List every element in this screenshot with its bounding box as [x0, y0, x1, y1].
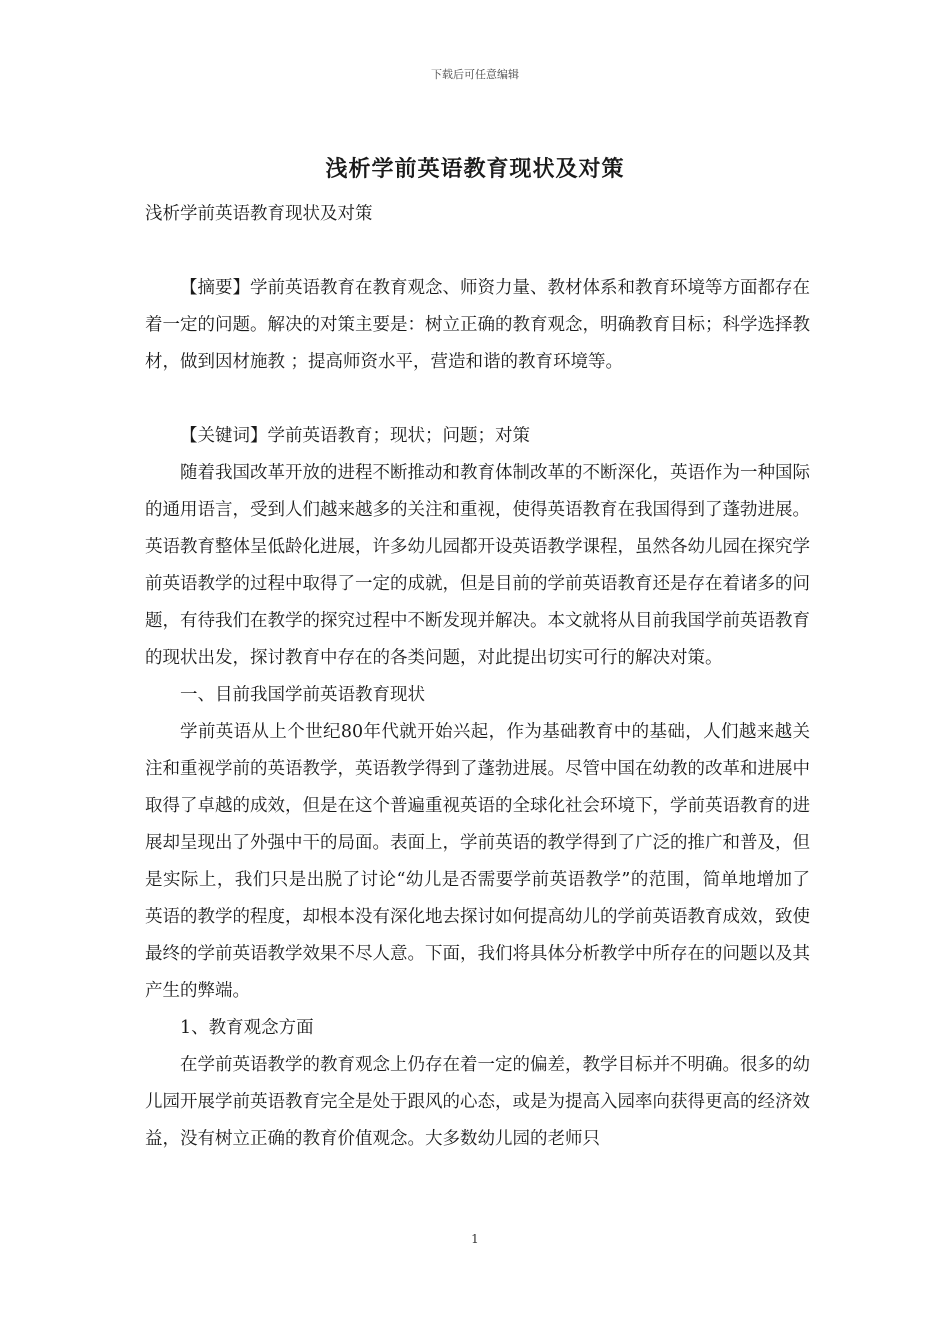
document-body — [145, 196, 810, 1158]
document-subtitle: 浅析学前英语教育现状及对策 — [145, 204, 373, 224]
body-paragraph: 学前英语从上个世纪80年代就开始兴起，作为基础教育中的基础，人们越来越关注和重视学前的英语教学，英语教学得到了蓬勃进展。尽管中国在幼教的改革和进展中取得了卓越的成效，但是在这个普遍重视英语的全球化社会环境下，学前英语教育的进展却呈现出了外强中干的局面。表面上，学前英语的教学得到了广泛的推广和普及，但是实际上，我们只是出脱了讨论“幼儿是否需要学前英语教学”的范围，简单地增加了英语的教学的程度，却根本没有深化地去探讨如何提高幼儿的学前英语教育成效，致使最终的学前英语教学效果不尽人意。下面，我们将具体分析教学中所存在的问题以及其产生的弊端。 — [145, 722, 810, 1001]
abstract-paragraph: 【摘要】学前英语教育在教育观念、师资力量、教材体系和教育环境等方面都存在着一定的问题。解决的对策主要是：树立正确的教育观念，明确教育目标；科学选择教材，做到因材施教 ；提高师资水平，营造和谐的教育环境等。 — [145, 278, 810, 372]
intro-paragraph: 随着我国改革开放的进程不断推动和教育体制改革的不断深化，英语作为一种国际的通用语言，受到人们越来越多的关注和重视，使得英语教育在我国得到了蓬勃进展。英语教育整体呈低龄化进展，许多幼儿园都开设英语教学课程，虽然各幼儿园在探究学前英语教学的过程中取得了一定的成就，但是目前的学前英语教育还是存在着诸多的问题，有待我们在教学的探究过程中不断发现并解决。本文就将从目前我国学前英语教育的现状出发，探讨教育中存在的各类问题，对此提出切实可行的解决对策。 — [145, 463, 810, 668]
section-heading: 一、目前我国学前英语教育现状 — [180, 685, 425, 705]
keywords-paragraph: 【关键词】学前英语教育；现状；问题；对策 — [180, 426, 530, 446]
document-title: 浅析学前英语教育现状及对策 — [325, 156, 625, 182]
body-paragraph: 在学前英语教学的教育观念上仍存在着一定的偏差，教学目标并不明确。很多的幼儿园开展学前英语教育完全是处于跟风的心态，或是为提高入园率向获得更高的经济效益，没有树立正确的教育价值观念。大多数幼儿园的老师只 — [145, 1055, 810, 1149]
blank-line — [145, 233, 810, 270]
subsection-heading: 1、教育观念方面 — [180, 1018, 314, 1038]
page-number: 1 — [471, 1232, 479, 1246]
header-note: 下载后可任意编辑 — [431, 68, 519, 81]
blank-line — [145, 381, 810, 418]
